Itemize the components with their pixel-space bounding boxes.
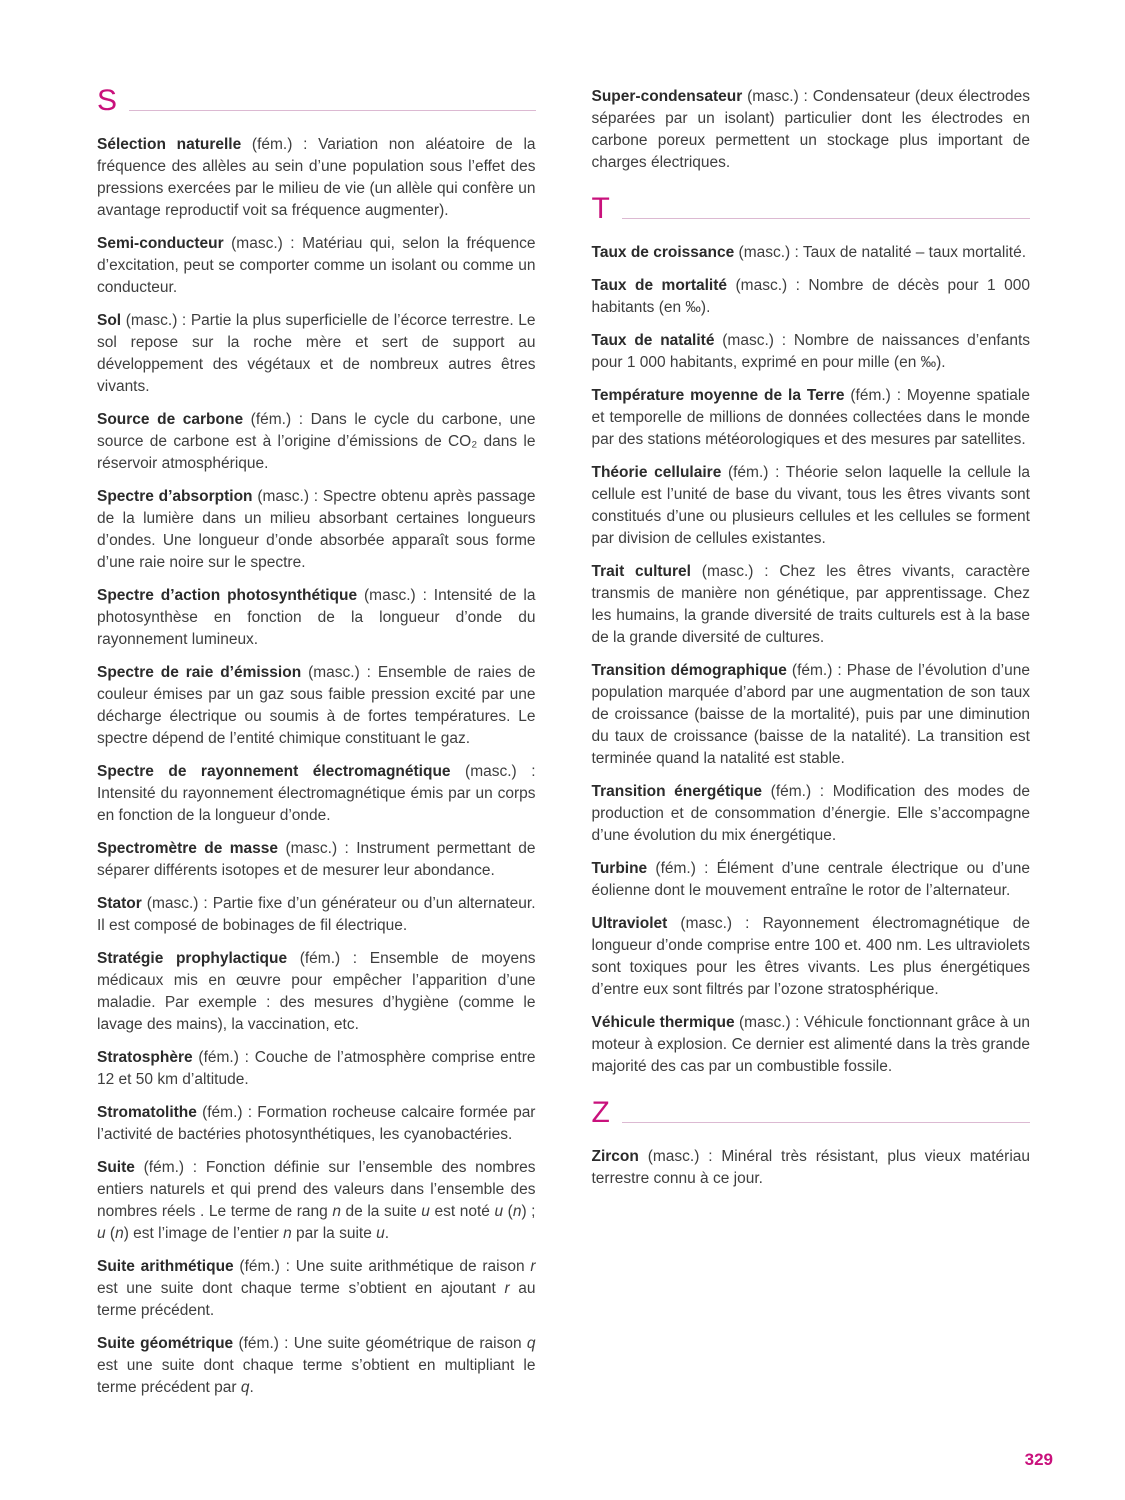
entry-definition: Une suite géométrique de raison q est une suite dont chaque terme s’obtient en multipliant le terme précédent par q. bbox=[97, 1335, 536, 1396]
entry-definition: Théorie selon laquelle la cellule la cellule est l’unité de base du vivant, tous les êtres vivants sont constitués d’une ou plusieurs cellules et les cellules se forment par division de cellules existantes. bbox=[591, 464, 1030, 547]
entry-term: Stratosphère bbox=[97, 1049, 193, 1066]
entry-gender-label: (masc.) : bbox=[308, 664, 371, 681]
entry-definition: Matériau qui, selon la fréquence d’excitation, peut se comporter comme un isolant ou comme un conducteur. bbox=[97, 235, 536, 296]
glossary-entry bbox=[592, 781, 1031, 847]
entry-gender-label: (masc.) : bbox=[701, 563, 769, 580]
entry-definition: Formation rocheuse calcaire formée par l’activité de bactéries photosynthétiques, les cyanobactéries. bbox=[97, 1104, 536, 1143]
entry-gender-label: (masc.) : bbox=[465, 763, 536, 780]
glossary-entry bbox=[592, 1012, 1031, 1078]
glossary-entry bbox=[592, 462, 1031, 550]
entry-term: Stratégie prophylactique bbox=[97, 950, 288, 967]
entry-term: Stromatolithe bbox=[97, 1104, 197, 1121]
entry-term: Suite géométrique bbox=[97, 1335, 234, 1352]
entry-gender-label: (fém.) : bbox=[299, 950, 358, 967]
entry-definition: Élément d’une centrale électrique ou d’une éolienne dont le mouvement entraîne le rotor de l’alternateur. bbox=[591, 860, 1030, 899]
entry-gender-label: (fém.) : bbox=[143, 1159, 198, 1176]
letter-heading-T bbox=[592, 194, 1031, 224]
entry-gender-label: (masc.) : bbox=[738, 244, 799, 261]
entry-gender-label: (masc.) : bbox=[680, 915, 750, 932]
entry-gender-label: (fém.) : bbox=[770, 783, 825, 800]
glossary-column-left bbox=[97, 86, 536, 1410]
glossary-entry bbox=[97, 1333, 536, 1399]
entry-term: Spectromètre de masse bbox=[97, 840, 279, 857]
entry-definition: Chez les êtres vivants, caractère transmis de manière non génétique, par apprentissage. Chez les humains, la grande diversité de traits culturels est à la base de la grande diversité de cultures. bbox=[591, 563, 1031, 646]
glossary-entry bbox=[97, 310, 536, 398]
entry-definition: Phase de l’évolution d’une population marquée d’abord par une augmentation de son taux de croissance (baisse de la mortalité), puis par une diminution du taux de croissance (baisse de la natalité). La transition est terminée quand la natalité est stable. bbox=[591, 662, 1030, 767]
glossary-entry bbox=[592, 330, 1031, 374]
entry-term: Sélection naturelle bbox=[97, 136, 242, 153]
glossary-entry bbox=[97, 838, 536, 882]
glossary-entry bbox=[97, 662, 536, 750]
entry-gender-label: (masc.) : bbox=[647, 1148, 713, 1165]
glossary-entry bbox=[592, 385, 1031, 451]
entry-gender-label: (masc.) : bbox=[739, 1014, 800, 1031]
entry-term: Spectre de raie d’émission bbox=[97, 664, 302, 681]
entry-gender-label: (masc.) : bbox=[231, 235, 295, 252]
entry-gender-label: (masc.) : bbox=[285, 840, 349, 857]
entry-term: Spectre d’action photosynthétique bbox=[97, 587, 358, 604]
glossary-entry bbox=[592, 242, 1031, 264]
glossary-entry bbox=[97, 893, 536, 937]
entry-definition: Modification des modes de production et de consommation d’énergie. Elle s’accompagne d’une évolution du mix énergétique. bbox=[591, 783, 1030, 844]
letter-label: Z bbox=[591, 1096, 610, 1129]
entry-definition: Variation non aléatoire de la fréquence des allèles au sein d’une population sous l’effet des pressions exercées par le milieu de vie (un allèle qui confère un avantage reproductif voit sa fréquence augmenter). bbox=[97, 136, 536, 219]
glossary-entry bbox=[592, 913, 1031, 1001]
entry-term: Super-condensateur bbox=[591, 88, 743, 105]
entry-gender-label: (fém.) : bbox=[850, 387, 902, 404]
entry-gender-label: (masc.) : bbox=[257, 488, 319, 505]
entry-gender-label: (masc.) : bbox=[125, 312, 187, 329]
glossary-entry bbox=[97, 1047, 536, 1091]
entry-definition: Dans le cycle du carbone, une source de carbone est à l’origine d’émissions de CO₂ dans le réservoir atmosphérique. bbox=[97, 411, 536, 472]
entry-definition: Couche de l’atmosphère comprise entre 12 et 50 km d’altitude. bbox=[97, 1049, 536, 1088]
entry-term: Turbine bbox=[591, 860, 648, 877]
entry-term: Suite bbox=[97, 1159, 135, 1176]
glossary-entry bbox=[592, 86, 1031, 174]
entry-gender-label: (fém.) : bbox=[251, 136, 308, 153]
glossary-entry bbox=[97, 585, 536, 651]
entry-definition: Rayonnement électromagnétique de longueur d’onde comprise entre 100 et. 400 nm. Les ultraviolets sont toxiques pour les êtres vivants. Les plus énergétiques d’entre eux sont filtrés par l’ozone stratosphérique. bbox=[591, 915, 1031, 998]
letter-rule bbox=[622, 218, 1030, 219]
glossary-entry bbox=[592, 858, 1031, 902]
letter-rule bbox=[622, 1122, 1030, 1123]
entry-gender-label: (masc.) : bbox=[146, 895, 208, 912]
glossary-entry bbox=[97, 761, 536, 827]
entry-definition: Une suite arithmétique de raison r est une suite dont chaque terme s’obtient en ajoutant r au terme précédent. bbox=[97, 1258, 536, 1319]
entry-definition: Partie la plus superficielle de l’écorce terrestre. Le sol repose sur la roche mère et sert de support au développement des végétaux et de nombreux autres êtres vivants. bbox=[97, 312, 536, 395]
entry-definition: Instrument permettant de séparer différents isotopes et de mesurer leur abondance. bbox=[97, 840, 536, 879]
entry-definition: Spectre obtenu après passage de la lumière dans un milieu absorbant certaines longueurs d’ondes. Une longueur d’onde absorbée apparaît sous forme d’une raie noire sur le spectre. bbox=[97, 488, 536, 571]
glossary-entry bbox=[97, 1102, 536, 1146]
letter-heading-S bbox=[97, 86, 536, 116]
glossary-entry bbox=[97, 1157, 536, 1245]
glossary-entry bbox=[97, 948, 536, 1036]
page-number: 329 bbox=[1024, 1450, 1053, 1469]
entry-definition: Minéral très résistant, plus vieux matériau terrestre connu à ce jour. bbox=[591, 1148, 1031, 1187]
entry-term: Sol bbox=[97, 312, 122, 329]
glossary-entry bbox=[592, 275, 1031, 319]
entry-term: Taux de croissance bbox=[591, 244, 735, 261]
glossary-entry bbox=[592, 1146, 1031, 1190]
entry-term: Trait culturel bbox=[591, 563, 691, 580]
glossary-entry bbox=[592, 561, 1031, 649]
letter-label: T bbox=[591, 192, 610, 225]
entry-gender-label: (fém.) : bbox=[238, 1335, 289, 1352]
entry-gender-label: (fém.) : bbox=[202, 1104, 253, 1121]
letter-heading-Z bbox=[592, 1098, 1031, 1128]
entry-gender-label: (masc.) : bbox=[735, 277, 800, 294]
entry-term: Ultraviolet bbox=[591, 915, 668, 932]
letter-rule bbox=[129, 110, 535, 111]
entry-definition: Nombre de décès pour 1 000 habitants (en ‰). bbox=[591, 277, 1031, 316]
entry-definition: Moyenne spatiale et temporelle de millions de données collectées dans le monde par des stations météorologiques et des mesures par satellites. bbox=[591, 387, 1030, 448]
entry-definition: Taux de natalité – taux mortalité. bbox=[802, 244, 1027, 261]
entry-term: Zircon bbox=[591, 1148, 639, 1165]
glossary-entry bbox=[97, 409, 536, 475]
entry-term: Source de carbone bbox=[97, 411, 244, 428]
glossary-entry bbox=[97, 233, 536, 299]
entry-term: Transition démographique bbox=[591, 662, 787, 679]
entry-term: Taux de mortalité bbox=[591, 277, 728, 294]
entry-definition: Ensemble de moyens médicaux mis en œuvre pour empêcher l’apparition d’une maladie. Par exemple : des mesures d’hygiène (comme le lavage des mains), la vaccination, etc. bbox=[97, 950, 536, 1033]
entry-definition: Intensité du rayonnement électromagnétique émis par un corps en fonction de la longueur d’onde. bbox=[97, 785, 536, 824]
entry-definition: Partie fixe d’un générateur ou d’un alternateur. Il est composé de bobinages de fil électrique. bbox=[97, 895, 536, 934]
entry-term: Spectre d’absorption bbox=[97, 488, 253, 505]
entry-definition: Fonction définie sur l’ensemble des nombres entiers naturels et qui prend des valeurs dans l’ensemble des nombres réels . Le terme de rang n de la suite u est noté u (n) ; u (n) est l’image de l’entier n par la suite u. bbox=[97, 1159, 536, 1242]
entry-gender-label: (masc.) : bbox=[747, 88, 808, 105]
entry-term: Stator bbox=[97, 895, 142, 912]
entry-definition: Condensateur (deux électrodes séparées par un isolant) particulier dont les électrodes en carbone poreux permettent un stockage plus important de charges électriques. bbox=[591, 88, 1030, 171]
entry-term: Semi-conducteur bbox=[97, 235, 224, 252]
letter-label: S bbox=[97, 84, 118, 117]
glossary-entry bbox=[592, 660, 1031, 770]
entry-gender-label: (masc.) : bbox=[722, 332, 787, 349]
entry-definition: Intensité de la photosynthèse en fonction de la longueur d’onde du rayonnement lumineux. bbox=[97, 587, 536, 648]
entry-definition: Ensemble de raies de couleur émises par un gaz sous faible pression excité par une décharge électrique ou soumis à de fortes températures. Le spectre dépend de l’entité chimique constituant le gaz. bbox=[97, 664, 536, 747]
glossary-columns bbox=[97, 86, 1030, 1410]
entry-gender-label: (fém.) : bbox=[655, 860, 709, 877]
entry-gender-label: (fém.) : bbox=[727, 464, 780, 481]
glossary-entry bbox=[97, 134, 536, 222]
entry-gender-label: (masc.) : bbox=[364, 587, 427, 604]
entry-term: Spectre de rayonnement électromagnétique bbox=[97, 763, 451, 780]
entry-term: Théorie cellulaire bbox=[591, 464, 722, 481]
entry-gender-label: (fém.) : bbox=[250, 411, 304, 428]
entry-gender-label: (fém.) : bbox=[198, 1049, 249, 1066]
entry-gender-label: (fém.) : bbox=[239, 1258, 290, 1275]
entry-term: Véhicule thermique bbox=[591, 1014, 735, 1031]
entry-term: Transition énergétique bbox=[591, 783, 763, 800]
entry-term: Taux de natalité bbox=[591, 332, 715, 349]
glossary-column-right bbox=[592, 86, 1031, 1410]
entry-term: Suite arithmétique bbox=[97, 1258, 234, 1275]
glossary-entry bbox=[97, 486, 536, 574]
entry-definition: Véhicule fonctionnant grâce à un moteur à explosion. Ce dernier est alimenté dans la très grande majorité des cas par un combustible fossile. bbox=[591, 1014, 1031, 1075]
glossary-entry bbox=[97, 1256, 536, 1322]
entry-definition: Nombre de naissances d’enfants pour 1 000 habitants, exprimé en pour mille (en ‰). bbox=[591, 332, 1031, 371]
entry-term: Température moyenne de la Terre bbox=[591, 387, 845, 404]
entry-gender-label: (fém.) : bbox=[791, 662, 842, 679]
